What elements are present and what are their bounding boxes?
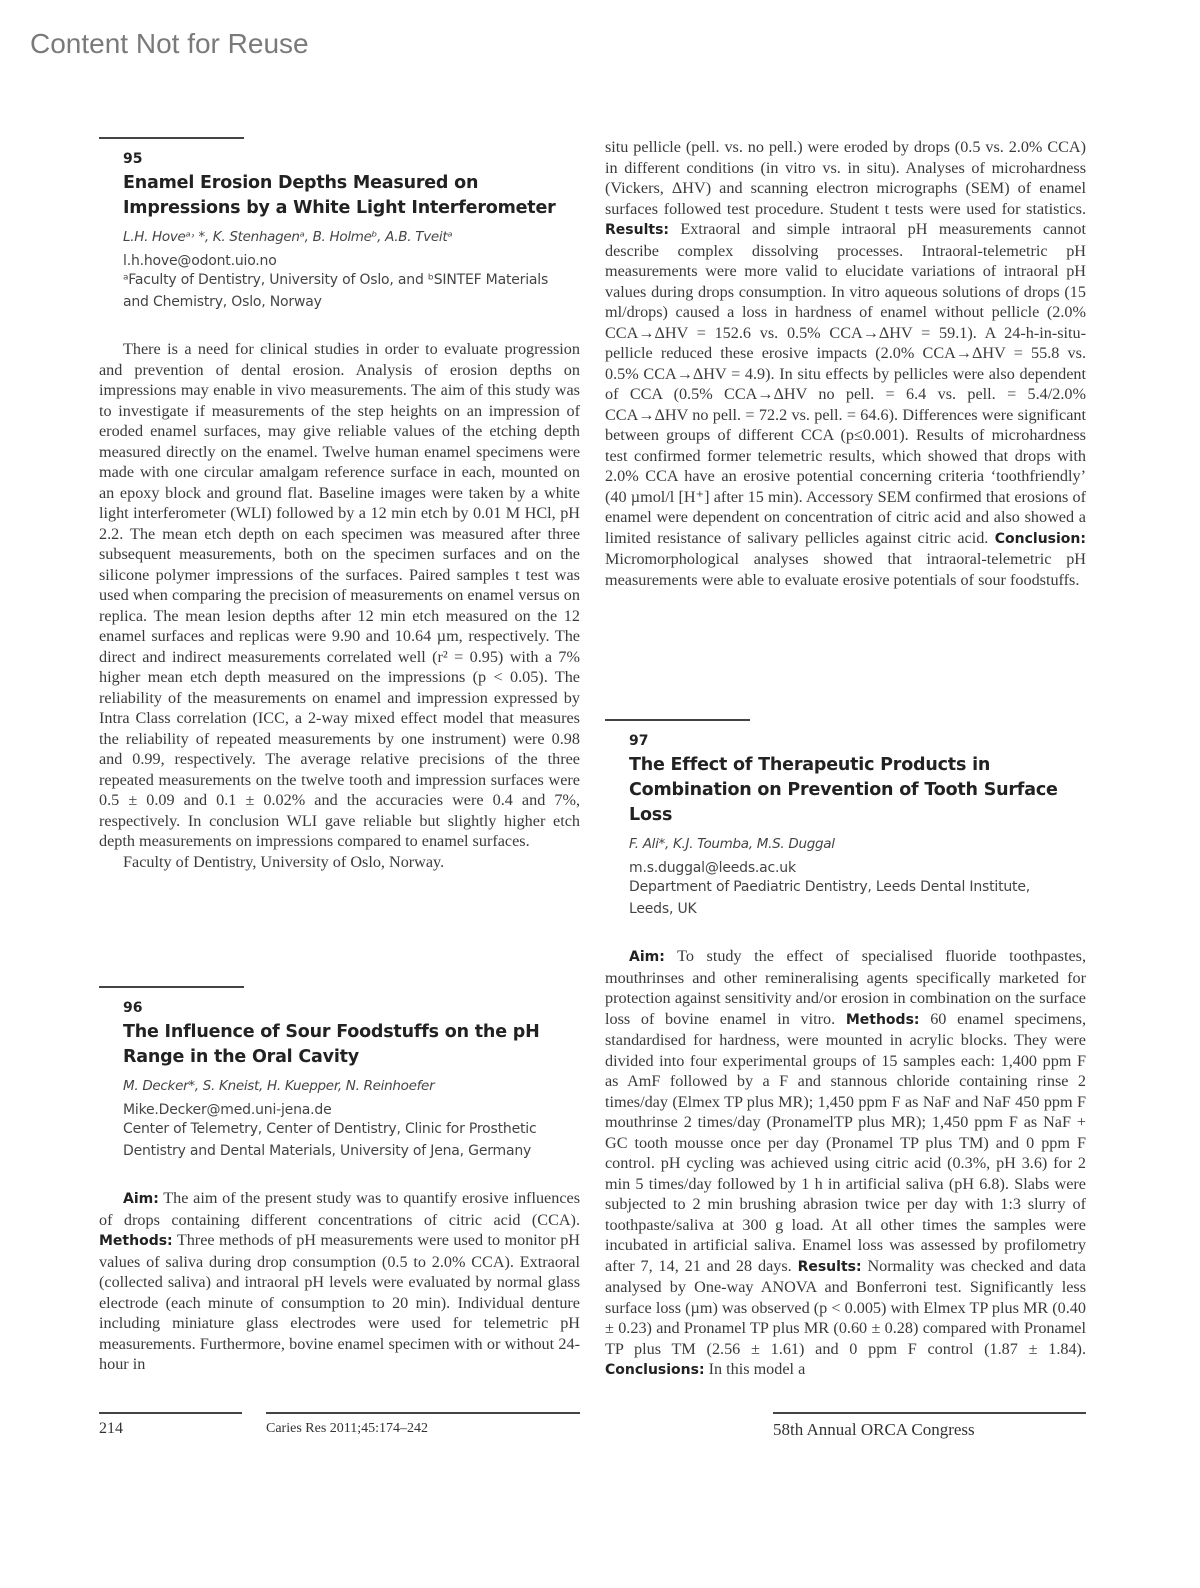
abstract-95 xyxy=(99,137,580,872)
right-column xyxy=(605,137,1086,1378)
abstract-number: 95 xyxy=(123,151,143,167)
abstract-affiliation-cont: and Chemistry, Oslo, Norway xyxy=(123,294,322,310)
journal-citation: Caries Res 2011;45:174–242 xyxy=(266,1421,429,1436)
abstract-affiliation-cont: Leeds, UK xyxy=(629,901,697,917)
footer-rule-congress xyxy=(773,1412,1086,1414)
aim-text: The aim of the present study was to quantify erosive influences of drops containing different concentrations of citric acid (CCA). xyxy=(99,1189,580,1229)
footer-rule-page xyxy=(99,1412,242,1414)
methods-label: Methods: xyxy=(99,1233,173,1249)
aim-label: Aim: xyxy=(629,949,665,965)
section-divider xyxy=(99,137,244,139)
abstract-footer-line: Faculty of Dentistry, University of Oslo, Norway. xyxy=(123,852,445,871)
abstract-body xyxy=(99,1188,580,1375)
aim-text: To study the effect of specialised fluoride toothpastes, mouthrinses and other remineralising agents specifically marketed for protection against sensitivity and/or erosion in combination on the surface loss of bovine enamel in vitro. xyxy=(605,947,1086,1028)
abstract-authors: F. Ali*, K.J. Toumba, M.S. Duggal xyxy=(629,836,835,852)
results-text: Extraoral and simple intraoral pH measurements cannot describe complex dissolving processes. Intraoral-telemetric pH measurements were more valid to elucidate variations of intraoral pH values during drops consumption. In vitro aqueous solutions of drops (15 ml/drops) caused a loss in hardness of enamel without pellicle (2.0% CCA→ΔHV = 152.6 vs. 0.5% CCA→ΔHV = 59.1). A 24-h-in-situ-pellicle reduced these erosive impacts (2.0% CCA→ΔHV = 55.8 vs. 0.5% CCA→ΔHV = 4.9). In situ effects by pellicles were also dependent of CCA (0.5% CCA→ΔHV no pell. = 6.4 vs. pell. = 5.4/2.0% CCA→ΔHV no pell. = 72.2 vs. pell. = 64.6). Differences were significant between groups of different CCA (p≤0.001). Results of microhardness test confirmed former telemetric results, which showed that drops with 2.0% CCA have an erosive potential concerning criteria ‘toothfriendly’ (40 µmol/l [H⁺] after 15 min). Accessory SEM confirmed that erosions of enamel were dependent on concentration of citric acid and also showed a limited resistance of salivary pellicles against citric acid. xyxy=(605,220,1086,547)
abstract-authors: L.H. Hoveᵃ˒ *, K. Stenhagenᵃ, B. Holmeᵇ, A.B. Tveitᵃ xyxy=(123,229,453,245)
conclusions-text: In this model a xyxy=(704,1360,806,1378)
congress-name: 58th Annual ORCA Congress xyxy=(773,1420,975,1439)
results-label: Results: xyxy=(797,1258,862,1275)
methods-text: 60 enamel specimens, standardised for hardness, were mounted in acrylic blocks. They were divided into four experimental groups of 15 samples each: 1,400 ppm F as AmF followed by a F and stannous chloride containing rinse 2 times/day (Elmex TP plus MR); 1,450 ppm F as NaF and NaF 450 ppm F mouthrinse 2 times/day (PronamelTP plus MR); 1,450 ppm F as NaF + GC tooth mousse once per day (Pronamel TP plus TM) and 0 ppm F control. pH cycling was achieved using citric acid (0.3%, pH 3.6) for 2 min 5 times/day followed by 1 h in artificial saliva (pH 6.8). Slabs were subjected to 2 min brushing abrasion twice per day with 1:3 slurry of toothpaste/saliva at 300 g load. At all other times the samples were incubated in artificial saliva. Enamel loss was assessed by profilometry after 7, 14, 21 and 28 days. xyxy=(605,1009,1086,1275)
conclusion-text: Micromorphological analyses showed that intraoral-telemetric pH measurements were able to evaluate erosive potentials of sour foodstuffs. xyxy=(605,550,1086,589)
abstract-body xyxy=(605,946,1086,1381)
aim-label: Aim: xyxy=(123,1191,159,1207)
section-divider xyxy=(99,986,244,988)
abstract-body-continued xyxy=(605,137,1086,590)
abstract-email[interactable]: l.h.hove@odont.uio.no xyxy=(123,253,277,269)
conclusion-label: Conclusion: xyxy=(994,530,1086,547)
methods-text-cont: situ pellicle (pell. vs. no pell.) were eroded by drops (0.5 vs. 2.0% CCA) in different conditions (in vitro vs. in situ). Analyses of microhardness (Vickers, ΔHV) and scanning electron micrographs (SEM) of enamel surfaces followed test procedure. Student t tests were used for statistics. xyxy=(605,138,1086,218)
abstract-96-continued xyxy=(605,137,1086,590)
abstract-96 xyxy=(99,986,580,1375)
abstract-title: The Effect of Therapeutic Products in Combination on Prevention of Tooth Surface Loss xyxy=(629,755,1058,825)
abstract-97 xyxy=(605,719,1086,1381)
footer-rule-journal xyxy=(266,1412,580,1414)
section-divider xyxy=(605,719,750,721)
left-column xyxy=(99,137,580,1373)
results-text: Normality was checked and data analysed by One-way ANOVA and Bonferroni test. Significantly less surface loss (µm) was observed (p < 0.005) with Elmex TP plus MR (0.40 ± 0.23) and Pronamel TP plus MR (0.60 ± 0.28) compared with Pronamel TP plus TM (2.56 ± 1.61) and 0 ppm F control (1.87 ± 1.84). xyxy=(605,1256,1086,1358)
page-number: 214 xyxy=(99,1420,123,1437)
abstract-affiliation: Center of Telemetry, Center of Dentistry, Clinic for Prosthetic xyxy=(123,1121,537,1137)
abstract-title: Enamel Erosion Depths Measured on Impressions by a White Light Interferometer xyxy=(123,173,556,218)
abstract-email[interactable]: m.s.duggal@leeds.ac.uk xyxy=(629,860,796,876)
results-label: Results: xyxy=(605,222,669,238)
abstract-number: 96 xyxy=(123,1000,143,1016)
abstract-affiliation-cont: Dentistry and Dental Materials, University of Jena, Germany xyxy=(123,1143,532,1159)
methods-label: Methods: xyxy=(845,1011,920,1028)
abstract-body: There is a need for clinical studies in order to evaluate progression and prevention of dental erosion. Analysis of erosion depths on impressions may enable in vivo measurements. The aim of this study was to investigate if measurements of the step heights on an impression of eroded enamel surfaces, may give reliable values of the etching depth measured directly on the enamel. Twelve human enamel specimens were made with one circular amalgam reference surface in each, mounted on an epoxy block and ground flat. Baseline images were taken by a white light interferometer (WLI) followed by a 12 min etch by 0.01 M HCl, pH 2.2. The mean etch depth on each specimen was measured after three subsequent measurements, both on the specimen surfaces and on the silicone polymer impressions of the surfaces. Paired samples t test was used when comparing the precision of measurements on enamel versus on replica. The mean lesion depths after 12 min etch measured on the 12 enamel surfaces and replicas were 9.90 and 10.64 µm, respectively. The direct and indirect measurements correlated well (r² = 0.95) with a 7% higher mean etch depth measured on the impressions (p < 0.05). The reliability of the measurements on enamel and impression expressed by Intra Class correlation (ICC, a 2-way mixed effect model that measures the reliability of repeated measurements by one instrument) were 0.98 and 0.99, respectively. The average relative precisions of the three repeated measurements on the twelve tooth and impression surfaces were 0.5 ± 0.09 and 0.1 ± 0.02% and the accuracies were 0.4 and 7%, respectively. In conclusion WLI gave reliable but slightly higher etch depth measurements on impressions compared to enamel surfaces. xyxy=(99,340,580,850)
abstract-title: The Influence of Sour Foodstuffs on the pH Range in the Oral Cavity xyxy=(123,1022,540,1067)
conclusions-label: Conclusions: xyxy=(605,1362,705,1378)
methods-text: Three methods of pH measurements were used to monitor pH values of saliva during drop consumption (0.5 to 2.0% CCA). Extraoral (collected saliva) and intraoral pH levels were evaluated by normal glass electrode (each minute of consumption to 20 min). Individual denture including miniature glass electrodes were used for telemetric pH measurements. Furthermore, bovine enamel specimen with or without 24-hour in xyxy=(99,1231,580,1373)
abstract-authors: M. Decker*, S. Kneist, H. Kuepper, N. Reinhoefer xyxy=(123,1078,435,1094)
abstract-email[interactable]: Mike.Decker@med.uni-jena.de xyxy=(123,1102,332,1118)
abstract-affiliation: Department of Paediatric Dentistry, Leeds Dental Institute, xyxy=(629,879,1031,895)
abstract-number: 97 xyxy=(629,733,649,749)
abstract-affiliation: ᵃFaculty of Dentistry, University of Oslo, and ᵇSINTEF Materials xyxy=(123,272,549,288)
watermark: Content Not for Reuse xyxy=(30,28,309,59)
